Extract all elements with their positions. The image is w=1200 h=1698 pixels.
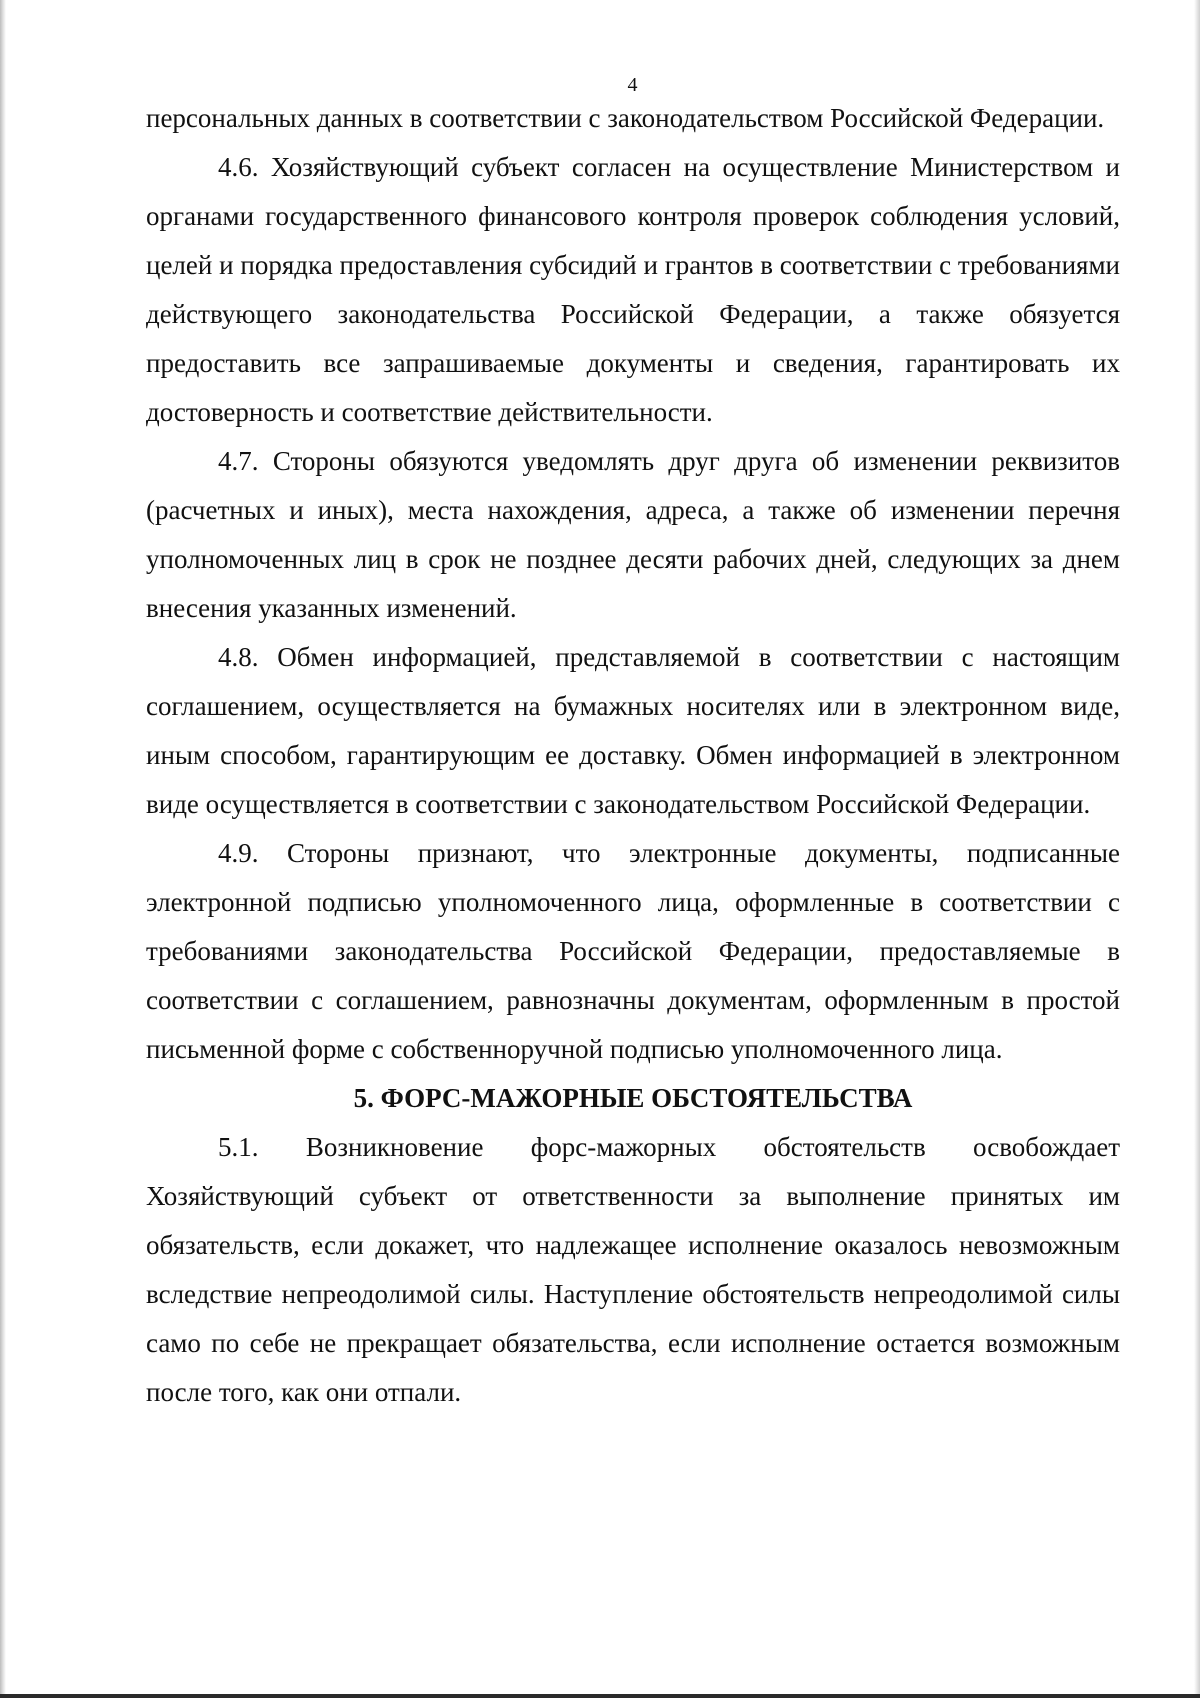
document-body <box>146 94 1120 1417</box>
paragraph-continuation: персональных данных в соответствии с законодательством Российской Федерации. <box>146 103 1105 133</box>
scan-edge-right <box>1194 0 1200 1698</box>
paragraph-4-6: 4.6. Хозяйствующий субъект согласен на осуществление Министерством и органами государственного финансового контроля проверок соблюдения условий, целей и порядка предоставления субсидий и грантов в соответствии с требованиями действующего законодательства Российской Федерации, а также обязуется предоставить все запрашиваемые документы и сведения, гарантировать их достоверность и соответствие действительности. <box>146 152 1120 427</box>
section-heading-force-majeure: 5. ФОРС-МАЖОРНЫЕ ОБСТОЯТЕЛЬСТВА <box>353 1083 913 1113</box>
page-number: 4 <box>627 74 638 96</box>
paragraph-5-1: 5.1. Возникновение форс-мажорных обстоятельств освобождает Хозяйствующий субъект от ответственности за выполнение принятых им обязательств, если докажет, что надлежащее исполнение оказалось невозможным вследствие непреодолимой силы. Наступление обстоятельств непреодолимой силы само по себе не прекращает обязательства, если исполнение остается возможным после того, как они отпали. <box>146 1132 1120 1407</box>
paragraph-4-7: 4.7. Стороны обязуются уведомлять друг друга об изменении реквизитов (расчетных и иных), места нахождения, адреса, а также об изменении перечня уполномоченных лиц в срок не позднее десяти рабочих дней, следующих за днем внесения указанных изменений. <box>146 446 1120 623</box>
paragraph-4-9: 4.9. Стороны признают, что электронные документы, подписанные электронной подписью уполномоченного лица, оформленные в соответствии с требованиями законодательства Российской Федерации, предоставляемые в соответствии с соглашением, равнозначны документам, оформленным в простой письменной форме с собственноручной подписью уполномоченного лица. <box>146 838 1120 1064</box>
scan-edge-bottom <box>0 1694 1200 1698</box>
scan-edge-left <box>0 0 6 1698</box>
paragraph-4-8: 4.8. Обмен информацией, представляемой в соответствии с настоящим соглашением, осуществляется на бумажных носителях или в электронном виде, иным способом, гарантирующим ее доставку. Обмен информацией в электронном виде осуществляется в соответствии с законодательством Российской Федерации. <box>146 642 1120 819</box>
